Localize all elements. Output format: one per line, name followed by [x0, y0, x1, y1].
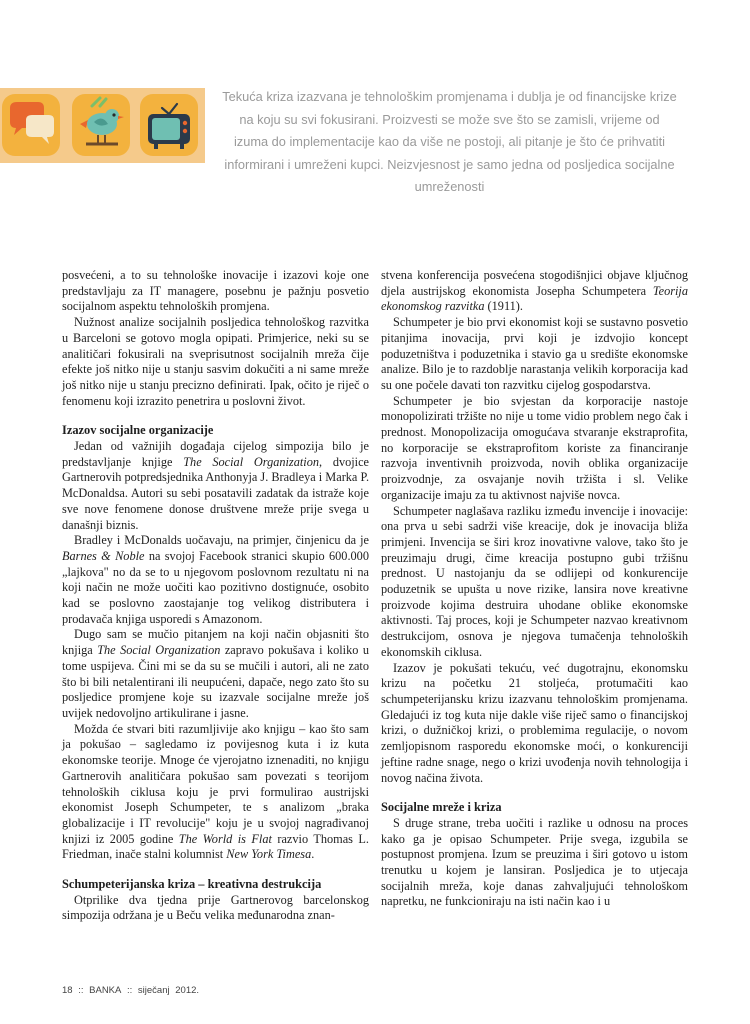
paragraph: Možda će stvari biti razumljivije ako knjigu – kao što sam ja pokušao – sagledamo iz povijesnog kuta i iz kuta ekonomske teorije. Mnoge će vjerojatno iznenaditi, no knjigu Gartnerovih analitičara pokušao sam povezati s teorijom tehnoloških ciklusa koju je prvi formulirao austrijski ekonomist Joseph Schumpeter, te s analizom „braka globalizacije i IT revolucije" koju je u svojoj nagrađivanoj knjizi iz 2005 godine The World is Flat razvio Thomas L. Friedman, inače stalni kolumnist New York Timesa.: [62, 721, 369, 862]
section-heading: Socijalne mreže i kriza: [381, 800, 502, 815]
paragraph: Nužnost analize socijalnih posljedica tehnološkog razvitka u Barceloni se gotovo mogla opipati. Primjerice, neki su se analitičari fokusirali na sveprisutnost socijalnih mreža čije efekte još nitko nije u stanju sasvim dokučiti a ni same mreže još nitko nije u stanju precizno definirati. Ipak, očito je riječ o fenomenu koji izrazito penetrira u poslovni život.: [62, 315, 369, 408]
paragraph: Schumpeter je bio svjestan da korporacije nastoje monopolizirati tržište no nije u tome vidio problem nego čak i prednost. Monopolizacija omogućava stvaranje ekstraprofita, no korporacije se ekstraprofitom koriste za financiranje razvoja inventivnih proizvoda, novih oblika organizacije proizvodnje, za osvajanje novih tržišta i sl. Velike organizacije imaju za tu aktivnost najviše novca.: [381, 393, 688, 502]
section-heading: Schumpeterijanska kriza – kreativna destrukcija: [62, 877, 322, 892]
paragraph: posvećeni, a to su tehnološke inovacije i izazovi koje one predstavljaju za IT managere, posebnu je pažnju posvetio socijalnom aspektu tehnoloških promjena.: [62, 268, 369, 314]
paragraph: Dugo sam se mučio pitanjem na koji način objasniti što knjiga The Social Organization zapravo pokušava i koliko u tome uspijeva. Čini mi se da su se mučili i autori, ali ne zato što bi bili netalentirani ili neupućeni, dapače, nego zato što su posljedice promjene koje su izazvale socijalne mreže još uvijek nedovoljno artikulirane i jasne.: [62, 627, 369, 720]
icon-strip: [0, 88, 205, 163]
issue-year: 2012.: [175, 985, 200, 996]
paragraph: Izazov je pokušati tekuću, već dugotrajnu, ekonomsku krizu na početku 21 stoljeća, protumačiti kao schumpeterijansku krizu izazvanu tehnološkim promjenama. Gledajući iz tog kuta nije dakle više riječ samo o financijskoj krizi, o dužničkoj krizi, o problemima regulacije, o novom zemljopisnom rasporedu ekonomske moći, o konkurenciji jeftine radne snage, nego o krizi uvođenja novih tehnologija i novog načina života.: [381, 660, 688, 785]
section-heading: Izazov socijalne organizacije: [62, 423, 214, 438]
article-column-left: [62, 268, 369, 924]
page-number: 18: [62, 985, 73, 996]
paragraph: stvena konferencija posvećena stogodišnjici objave ključnog djela austrijskog ekonomista Josepha Schumpetera Teorija ekonomskog razvitka (1911).: [381, 268, 688, 314]
bird-icon: [72, 94, 130, 156]
paragraph: Otprilike dva tjedna prije Gartnerovog barcelonskog simpozija održana je u Beču velika međunarodna znan-: [62, 892, 369, 923]
speech-bubbles-icon: [2, 94, 60, 156]
paragraph: S druge strane, treba uočiti i razlike u odnosu na proces kako ga je opisao Schumpeter. Prije svega, izgubila se postupnost promjena. Izum se preuzima i širi gotovo u istom trenutku u kojem je lansiran. Posljedica je to utjecaja socijalnih mreža, koje danas zahvaljujući tehnološkom napretku, ne funkcioniraju na isti način kao i u: [381, 815, 688, 909]
paragraph: Schumpeter naglašava razliku između invencije i inovacije: ona prva u sebi sadrži više kreacije, dok je inovacija bliža primjeni. Invencija se širi kroz inovativne valove, tako što je preuzimaju drugi, čime kreacija postupno gubi tržišnu prednost. U nastojanju da se odlijepi od konkurencije poduzetnik se upušta u nove rizike, lansira nove kreativne proizvode kojima destruira uhodane oblike ekonomske aktivnosti. Taj proces, koji je Schumpeter nazvao kreativnom destrukcijom, osnova je njegova tumačenja tehnoloških ekonomskih ciklusa.: [381, 503, 688, 659]
footer-separator: ::: [78, 985, 84, 996]
page-footer: [62, 985, 202, 996]
paragraph: Jedan od važnijih događaja cijelog simpozija bilo je predstavljanje knjige The Social Organization, dvojice Gartnerovih potpredsjednika Anthonyja J. Bradleya i Marka P. McDonaldsa. Autori su sebi posatavili zadatak da istraže koje sve nove fenomene donose društvene mreže prije svega u današnji biznis.: [62, 439, 370, 532]
publication-name: BANKA: [89, 985, 122, 996]
issue-month: siječanj: [137, 985, 170, 996]
tv-icon: [140, 94, 198, 156]
article-column-right: [381, 268, 688, 910]
paragraph: Bradley i McDonalds uočavaju, na primjer, činjenicu da je Barnes & Noble na svojoj Facebook stranici skupio 600.000 „lajkova" no da se to u njegovom poslovnom rezultatu ni na koji način ne može uočiti kao pozitivno dostignuće, osobito kad se poslovno zaostajanje tog velikog distributera i prodavača knjiga usporedi s Amazonom.: [62, 533, 369, 626]
paragraph: Schumpeter je bio prvi ekonomist koji se sustavno posvetio pitanjima inovacija, prvi koji je izdvojio koncept poduzetništva i poduzetnika i stavio ga u središte ekonomske analize. Bilo je to razdoblje narastanja velikih korporacija kad su one počele davati ton razvitku cijelog gospodarstva.: [381, 315, 688, 392]
pull-quote: Tekuća kriza izazvana je tehnološkim promjenama i dublja je od financijske krize na koju su svi fokusirani. Proizvesti se može sve što se zamisli, vrijeme od izuma do implementacije kao da više ne postoji, ali pitanje je što će prihvatiti informirani i umreženi kupci. Neizvjesnost je samo jedna od posljedica socijalne umreženosti: [222, 89, 677, 194]
footer-separator: ::: [127, 985, 133, 996]
